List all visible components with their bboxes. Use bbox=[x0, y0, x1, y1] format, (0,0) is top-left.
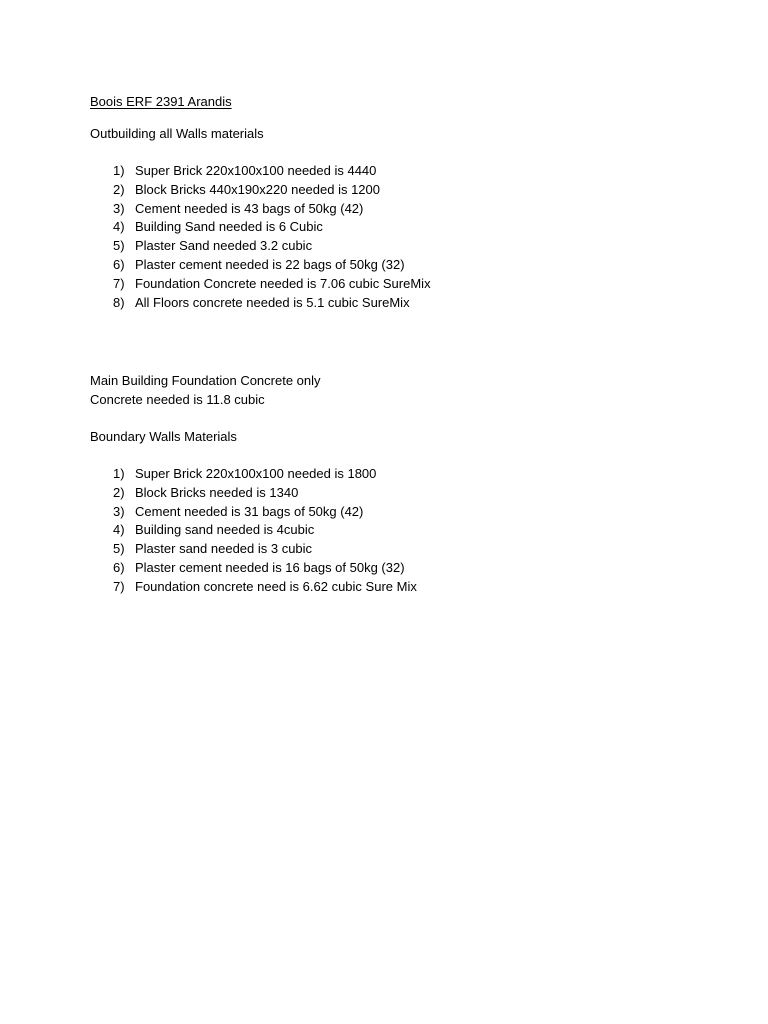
section-heading-boundary-walls: Boundary Walls Materials bbox=[90, 429, 237, 444]
document-title: Boois ERF 2391 Arandis bbox=[90, 94, 232, 109]
item-text: Plaster cement needed is 22 bags of 50kg (32) bbox=[135, 256, 405, 272]
item-number: 5) bbox=[113, 238, 125, 254]
item-text: Block Bricks 440x190x220 needed is 1200 bbox=[135, 181, 380, 197]
item-text: Plaster Sand needed 3.2 cubic bbox=[135, 238, 313, 254]
section-heading-main-building: Main Building Foundation Concrete only bbox=[90, 373, 321, 388]
item-text: Foundation concrete need is 6.62 cubic Sure Mix bbox=[135, 578, 417, 594]
item-text: Super Brick 220x100x100 needed is 4440 bbox=[135, 163, 377, 178]
item-number: 2) bbox=[113, 181, 125, 197]
item-text: All Floors concrete needed is 5.1 cubic SureMix bbox=[135, 294, 410, 310]
item-text: Building Sand needed is 6 Cubic bbox=[135, 219, 323, 235]
item-number: 3) bbox=[113, 503, 125, 519]
main-building-concrete-line: Concrete needed is 11.8 cubic bbox=[90, 392, 265, 407]
item-text: Cement needed is 43 bags of 50kg (42) bbox=[135, 200, 364, 216]
item-number: 8) bbox=[113, 294, 125, 310]
item-number: 3) bbox=[113, 200, 125, 216]
item-text: Foundation Concrete needed is 7.06 cubic SureMix bbox=[135, 275, 431, 291]
section-heading-outbuilding: Outbuilding all Walls materials bbox=[90, 126, 264, 141]
item-number: 1) bbox=[113, 163, 125, 178]
item-number: 5) bbox=[113, 541, 125, 557]
item-number: 7) bbox=[113, 578, 125, 594]
item-text: Block Bricks needed is 1340 bbox=[135, 484, 299, 500]
item-number: 6) bbox=[113, 559, 125, 575]
item-text: Cement needed is 31 bags of 50kg (42) bbox=[135, 503, 364, 519]
item-text: Super Brick 220x100x100 needed is 1800 bbox=[135, 466, 377, 481]
item-text: Plaster cement needed is 16 bags of 50kg (32) bbox=[135, 559, 405, 575]
item-number: 7) bbox=[113, 275, 125, 291]
item-text: Plaster sand needed is 3 cubic bbox=[135, 541, 313, 557]
item-text: Building sand needed is 4cubic bbox=[135, 522, 315, 538]
item-number: 6) bbox=[113, 256, 125, 272]
item-number: 2) bbox=[113, 484, 125, 500]
item-number: 4) bbox=[113, 219, 125, 235]
item-number: 1) bbox=[113, 466, 125, 481]
item-number: 4) bbox=[113, 522, 125, 538]
